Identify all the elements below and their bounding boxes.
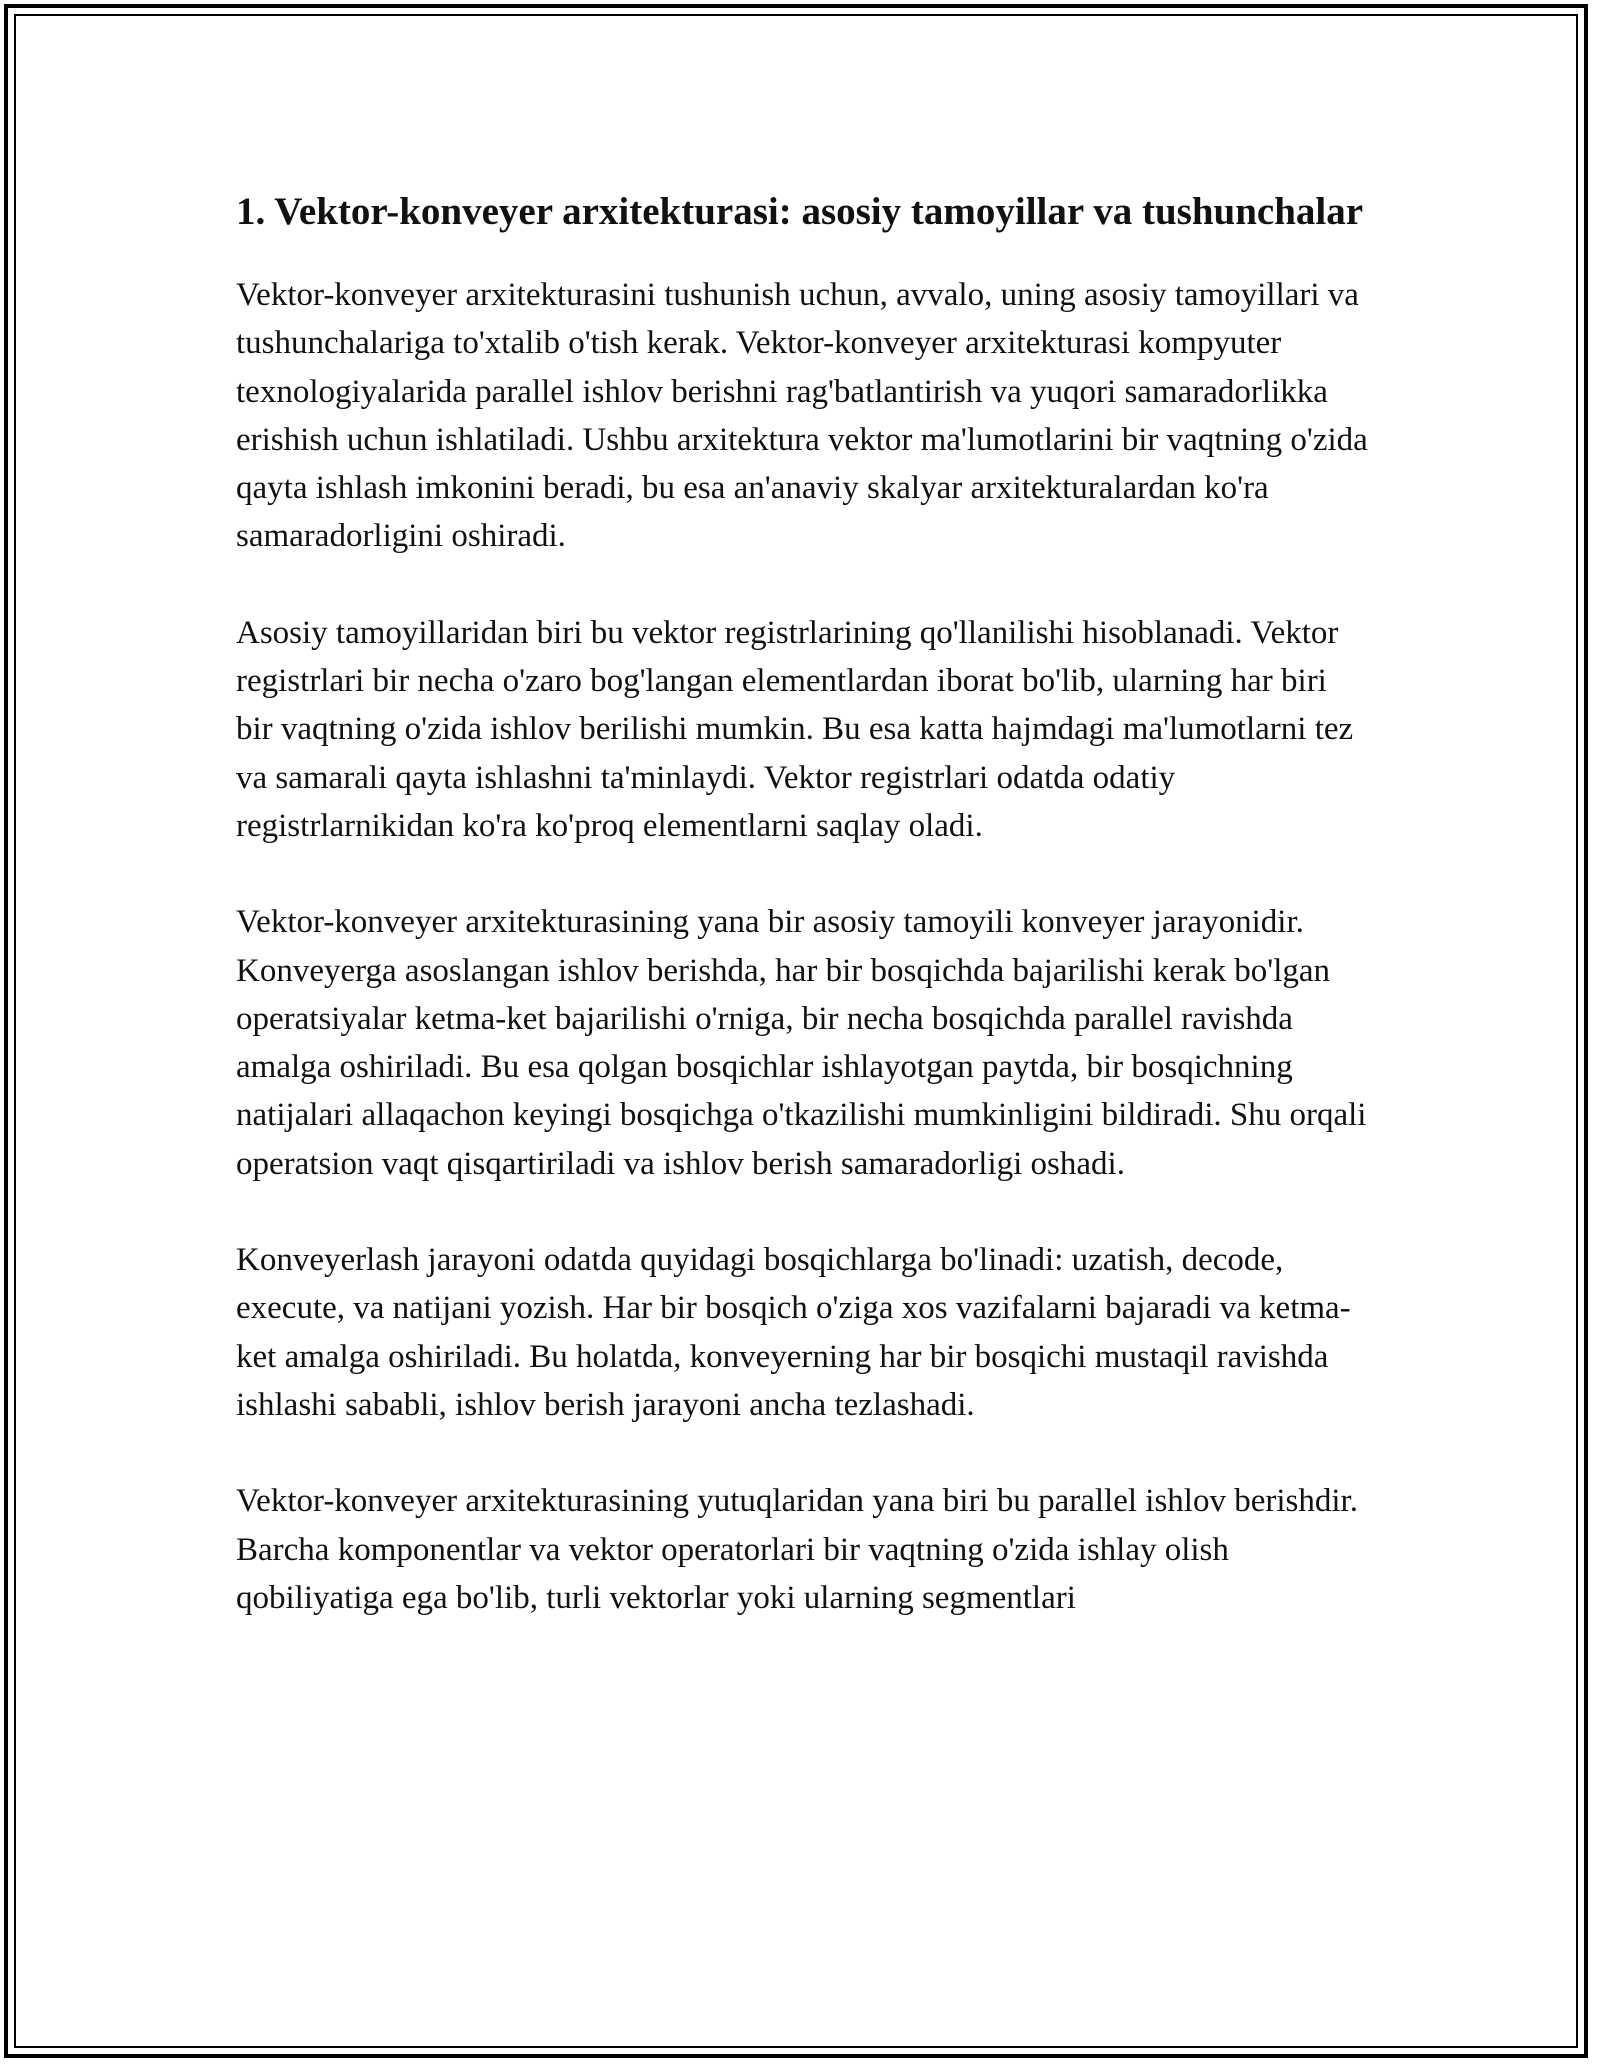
paragraph-3: Vektor-konveyer arxitekturasining yana bir asosiy tamoyili konveyer jarayonidir. Konveyerga asoslangan ishlov berishda, har bir bosqichda bajarilishi kerak bo'lgan operatsiyalar ketma-ket bajarilishi o'rniga, bir necha bosqichda parallel ravishda amalga oshiriladi. Bu esa qolgan bosqichlar ishlayotgan paytda, bir bosqichning natijalari allaqachon keyingi bosqichga o'tkazilishi mumkinligini bildiradi. Shu orqali operatsion vaqt qisqartiriladi va ishlov berish samaradorligi oshadi. — [236, 904, 1367, 1182]
paragraph-2: Asosiy tamoyillaridan biri bu vektor registrlarining qo'llanilishi hisoblanadi. Vektor registrlari bir necha o'zaro bog'langan elementlardan iborat bo'lib, ularning har biri bir vaqtning o'zida ishlov berilishi mumkin. Bu esa katta hajmdagi ma'lumotlarni tez va samarali qayta ishlashni ta'minlaydi. Vektor registrlari odatda odatiy registrlarnikidan ko'ra ko'proq elementlarni saqlay oladi. — [236, 614, 1354, 844]
paragraph-5: Vektor-konveyer arxitekturasining yutuqlaridan yana biri bu parallel ishlov berishdir. Barcha komponentlar va vektor operatorlari bir vaqtning o'zida ishlay olish qobiliyatiga ega bo'lib, turli vektorlar yoki ularning segmentlari — [236, 1483, 1358, 1616]
paragraph-1: Vektor-konveyer arxitekturasini tushunish uchun, avvalo, uning asosiy tamoyillari va tushunchalariga to'xtalib o'tish kerak. Vektor-konveyer arxitekturasi kompyuter texnologiyalarida parallel ishlov berishni rag'batlantirish va yuqori samaradorlikka erishish uchun ishlatiladi. Ushbu arxitektura vektor ma'lumotlarini bir vaqtning o'zida qayta ishlash imkonini beradi, bu esa an'anaviy skalyar arxitekturalardan ko'ra samaradorligini oshiradi. — [236, 277, 1368, 555]
document-body — [236, 184, 1368, 1670]
paragraph-4: Konveyerlash jarayoni odatda quyidagi bosqichlarga bo'linadi: uzatish, decode, execute, va natijani yozish. Har bir bosqich o'ziga xos vazifalarni bajaradi va ketma-ket amalga oshiriladi. Bu holatda, konveyerning har bir bosqichi mustaqil ravishda ishlashi sababli, ishlov berish jarayoni ancha tezlashadi. — [236, 1242, 1351, 1423]
section-title: 1. Vektor-konveyer arxitekturasi: asosiy tamoyillar va tushunchalar — [236, 190, 1364, 233]
